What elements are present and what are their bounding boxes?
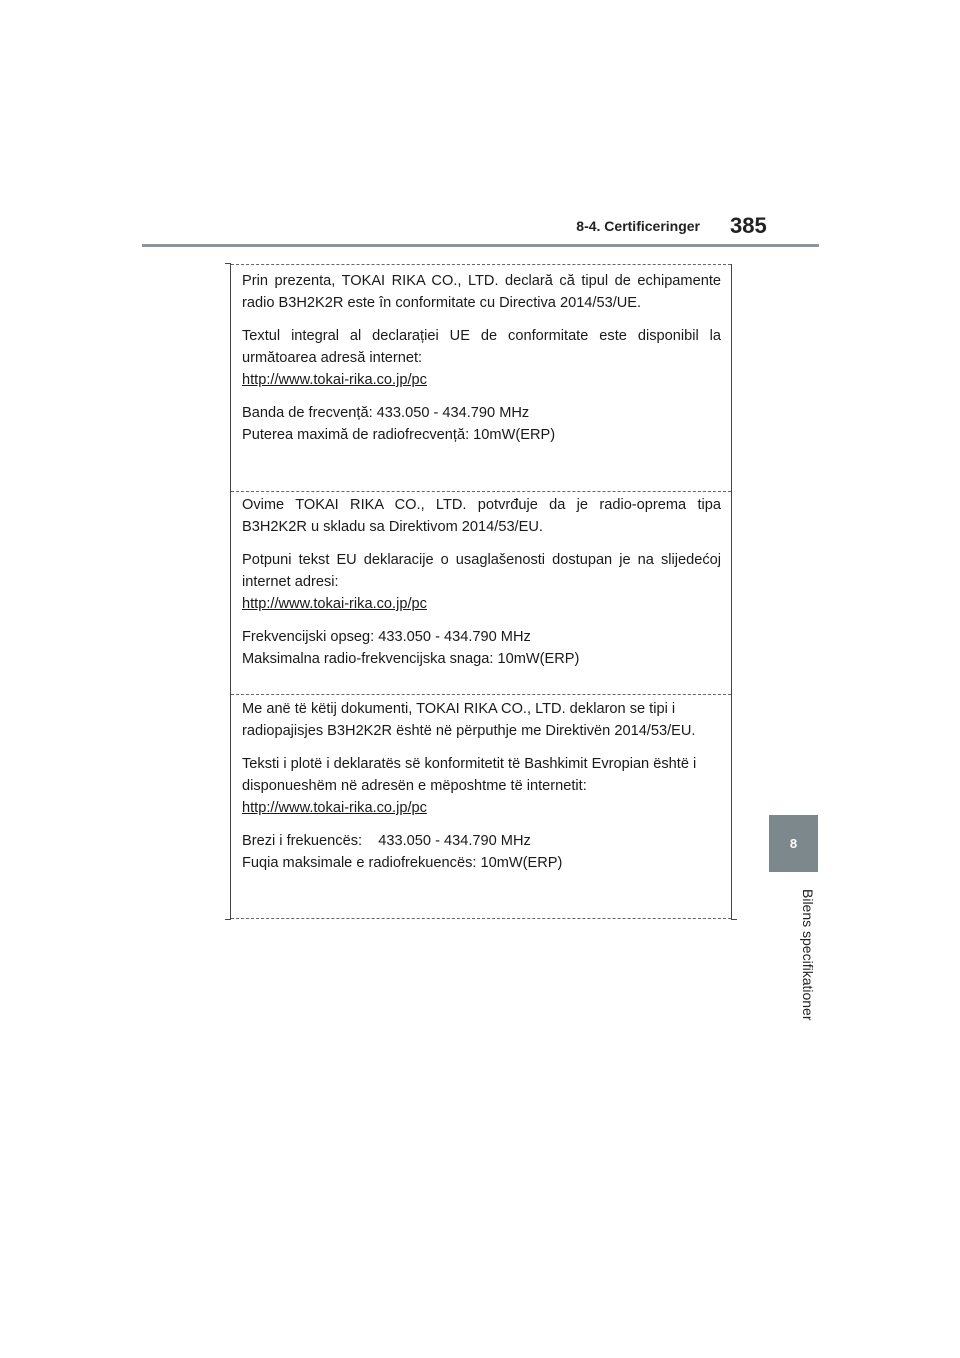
max-power: Maksimalna radio-frekvencijska snaga: 10mW(ERP) <box>242 651 580 667</box>
declaration-text: Prin prezenta, TOKAI RIKA CO., LTD. declară că tipul de echipamente radio B3H2K2R este în conformitate cu Directiva 2014/53/UE. <box>242 273 721 311</box>
declaration-block-bosnian <box>231 491 731 694</box>
declaration-link[interactable]: http://www.tokai-rika.co.jp/pc <box>242 800 427 816</box>
declaration-block-albanian <box>231 694 731 919</box>
max-power: Puterea maximă de radiofrecvență: 10mW(ERP) <box>242 427 556 443</box>
declaration-block-romanian <box>231 264 731 491</box>
declaration-text: Ovime TOKAI RIKA CO., LTD. potvrđuje da je radio-oprema tipa B3H2K2R u skladu sa Direktivom 2014/53/EU. <box>242 497 721 535</box>
frequency-band: Frekvencijski opseg: 433.050 - 434.790 MHz <box>242 629 531 645</box>
page-number: 385 <box>730 213 767 238</box>
frequency-band: Banda de frecvență: 433.050 - 434.790 MHz <box>242 405 530 421</box>
declaration-link[interactable]: http://www.tokai-rika.co.jp/pc <box>242 596 427 612</box>
header-rule <box>142 244 819 247</box>
availability-text: Textul integral al declarației UE de conformitate este disponibil la următoarea adresă internet: <box>242 328 721 366</box>
max-power: Fuqia maksimale e radiofrekuencës: 10mW(ERP) <box>242 855 563 871</box>
corner-tick <box>225 919 231 920</box>
availability-text: Potpuni tekst EU deklaracije o usaglašenosti dostupan je na slijedećoj internet adresi: <box>242 552 721 590</box>
certification-box <box>230 264 732 919</box>
corner-tick <box>731 919 737 920</box>
availability-text: Teksti i plotë i deklaratës së konformitetit të Bashkimit Evropian është i disponueshëm në adresën e mëposhtme të internetit: <box>242 756 697 794</box>
frequency-band: Brezi i frekuencës: 433.050 - 434.790 MHz <box>242 833 531 849</box>
chapter-tab <box>769 815 818 872</box>
chapter-label: Bilens specifikationer <box>800 889 816 1021</box>
declaration-text: Me anë të këtij dokumenti, TOKAI RIKA CO., LTD. deklaron se tipi i radiopajisjes B3H2K2R është në përputhje me Direktivën 2014/53/EU. <box>242 701 696 739</box>
chapter-number: 8 <box>789 836 798 851</box>
declaration-link[interactable]: http://www.tokai-rika.co.jp/pc <box>242 372 427 388</box>
section-title: 8-4. Certificeringer <box>576 218 700 234</box>
